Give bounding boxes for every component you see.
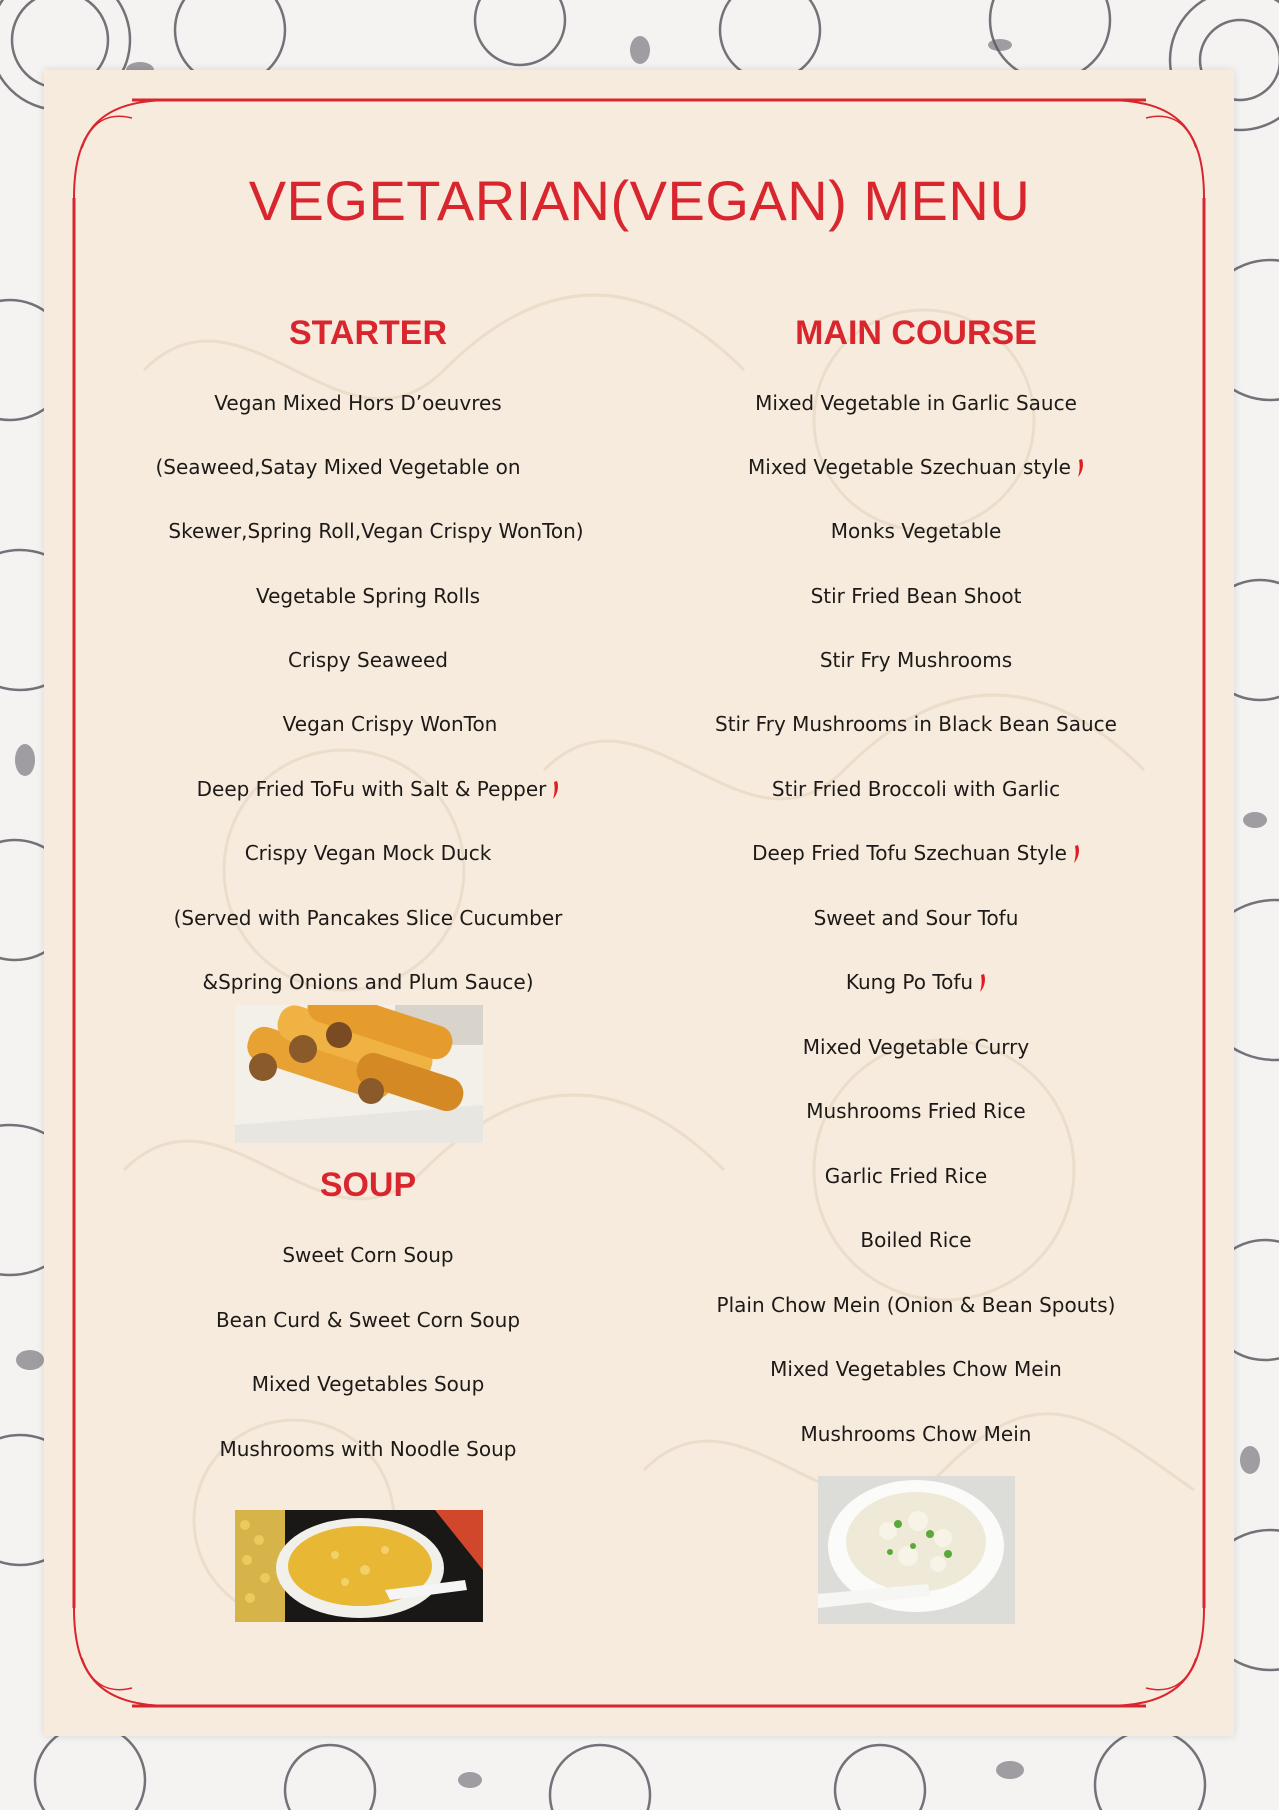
starter-item: Vegan Mixed Hors D’oeuvres xyxy=(214,391,502,415)
main-item-row xyxy=(696,840,1136,866)
main-item: Plain Chow Mein (Onion & Bean Spouts) xyxy=(716,1293,1116,1317)
starter-item: Deep Fried ToFu with Salt & Pepper xyxy=(196,777,547,801)
main-item-row xyxy=(696,969,1136,995)
main-item: Mixed Vegetable in Garlic Sauce xyxy=(755,391,1077,415)
main-item: Monks Vegetable xyxy=(830,519,1002,543)
fried-rice-photo xyxy=(818,1476,1015,1624)
main-item: Stir Fry Mushrooms in Black Bean Sauce xyxy=(715,712,1117,736)
soup-item: Mushrooms with Noodle Soup xyxy=(219,1437,517,1461)
main-item-row xyxy=(696,454,1136,480)
main-item: Sweet and Sour Tofu xyxy=(813,906,1019,930)
starter-item: (Served with Pancakes Slice Cucumber xyxy=(173,906,563,930)
main-item: Stir Fried Bean Shoot xyxy=(810,584,1022,608)
soup-item: Mixed Vegetables Soup xyxy=(251,1372,485,1396)
starter-item: (Seaweed,Satay Mixed Vegetable on xyxy=(155,455,521,479)
chili-spicy-icon xyxy=(1077,458,1084,478)
main-item: Mixed Vegetable Curry xyxy=(802,1035,1030,1059)
starter-item: Vegetable Spring Rolls xyxy=(255,584,481,608)
main-item: Mixed Vegetables Chow Mein xyxy=(770,1357,1062,1381)
starter-heading: STARTER xyxy=(288,314,448,352)
soup-item: Bean Curd & Sweet Corn Soup xyxy=(215,1308,521,1332)
main-item: Stir Fry Mushrooms xyxy=(819,648,1013,672)
main-item: Deep Fried Tofu Szechuan Style xyxy=(752,841,1067,865)
main-course-heading: MAIN COURSE xyxy=(795,314,1037,352)
spring-rolls-photo xyxy=(235,1005,483,1143)
chili-spicy-icon xyxy=(552,780,559,800)
main-item: Mushrooms Chow Mein xyxy=(800,1422,1032,1446)
main-item: Boiled Rice xyxy=(860,1228,972,1252)
sweet-corn-soup-photo xyxy=(235,1510,483,1622)
starter-item: Crispy Seaweed xyxy=(288,648,448,672)
main-item: Mixed Vegetable Szechuan style xyxy=(748,455,1071,479)
starter-item: Vegan Crispy WonTon xyxy=(282,712,498,736)
chili-spicy-icon xyxy=(979,973,986,993)
starter-item: Skewer,Spring Roll,Vegan Crispy WonTon) xyxy=(168,519,584,543)
menu-title: VEGETARIAN(VEGAN) MENU xyxy=(248,169,1031,232)
starter-item: &Spring Onions and Plum Sauce) xyxy=(202,970,534,994)
main-item: Garlic Fried Rice xyxy=(824,1164,988,1188)
main-item: Kung Po Tofu xyxy=(845,970,974,994)
starter-item: Crispy Vegan Mock Duck xyxy=(244,841,492,865)
starter-item-row xyxy=(158,776,598,802)
main-item: Stir Fried Broccoli with Garlic xyxy=(771,777,1061,801)
main-item: Mushrooms Fried Rice xyxy=(806,1099,1026,1123)
chili-spicy-icon xyxy=(1073,844,1080,864)
soup-heading: SOUP xyxy=(319,1166,417,1204)
soup-item: Sweet Corn Soup xyxy=(282,1243,454,1267)
